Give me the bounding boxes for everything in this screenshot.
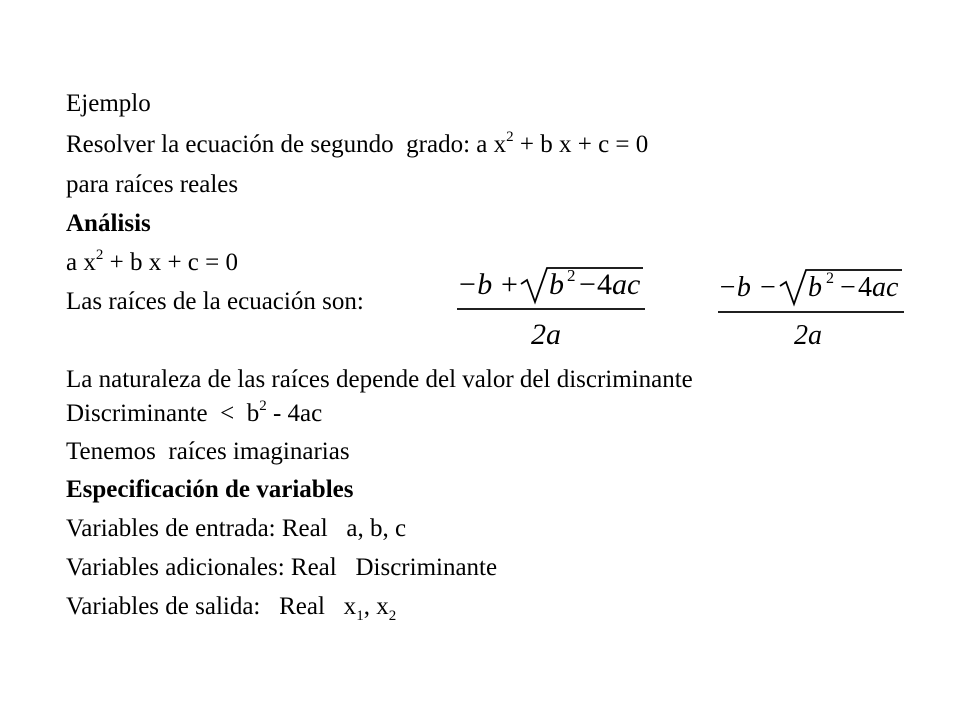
formula-minus-sign: − (760, 272, 776, 303)
formula-minus-exponent: 2 (826, 270, 834, 287)
raices-label: Las raíces de la ecuación son: (66, 288, 364, 315)
salida-subscript-1: 1 (356, 608, 364, 624)
formula-plus-minus-b: −b (457, 268, 493, 301)
formula-minus-four: 4 (858, 272, 872, 303)
discriminante-prefix: Discriminante < b (66, 400, 260, 427)
equation-exponent: 2 (95, 247, 104, 263)
heading-ejemplo: Ejemplo (66, 90, 151, 117)
resolver-line (66, 130, 648, 160)
naturaleza-line: La naturaleza de las raíces depende del valor del discriminante (66, 366, 693, 393)
resolver-exponent: 2 (506, 129, 514, 145)
formula-plus-denominator: 2a (531, 318, 561, 351)
tenemos-line: Tenemos raíces imaginarias (66, 438, 350, 465)
discriminante-rest: - 4ac (266, 400, 323, 427)
salida-separator: , x (363, 593, 389, 620)
equation-rest: + b x + c = 0 (103, 249, 239, 276)
formula-minus-denominator: 2a (794, 320, 822, 351)
formula-plus-sign: + (501, 268, 518, 301)
heading-especificacion: Especificación de variables (66, 476, 354, 503)
formula-root-plus (455, 262, 655, 351)
formula-minus-minus-b: −b (718, 272, 751, 303)
resolver-text: Resolver la ecuación de segundo grado: a x (66, 131, 507, 158)
variables-entrada-line: Variables de entrada: Real a, b, c (66, 515, 407, 542)
discriminante-exponent: 2 (259, 398, 267, 414)
para-raices-line: para raíces reales (66, 171, 239, 198)
formula-plus-ac: ac (612, 268, 641, 301)
formula-root-minus (716, 266, 916, 351)
formula-plus-exponent: 2 (567, 266, 576, 285)
equation-prefix: a x (66, 249, 96, 276)
salida-prefix: Variables de salida: Real x (66, 593, 357, 620)
resolver-equation-rest: + b x + c = 0 (513, 131, 649, 158)
equation-line (66, 248, 238, 278)
variables-salida-line (66, 592, 396, 622)
formula-plus-four: 4 (597, 268, 612, 301)
formula-plus-b: b (549, 268, 564, 301)
discriminante-line (66, 399, 322, 429)
formula-minus-b: b (808, 272, 822, 303)
heading-analisis: Análisis (66, 210, 151, 237)
salida-subscript-2: 2 (388, 608, 397, 624)
formula-minus-minus: − (840, 272, 856, 303)
variables-adicionales-line: Variables adicionales: Real Discriminante (66, 554, 498, 581)
formula-minus-ac: ac (872, 272, 899, 303)
formula-plus-minus: − (579, 268, 596, 301)
